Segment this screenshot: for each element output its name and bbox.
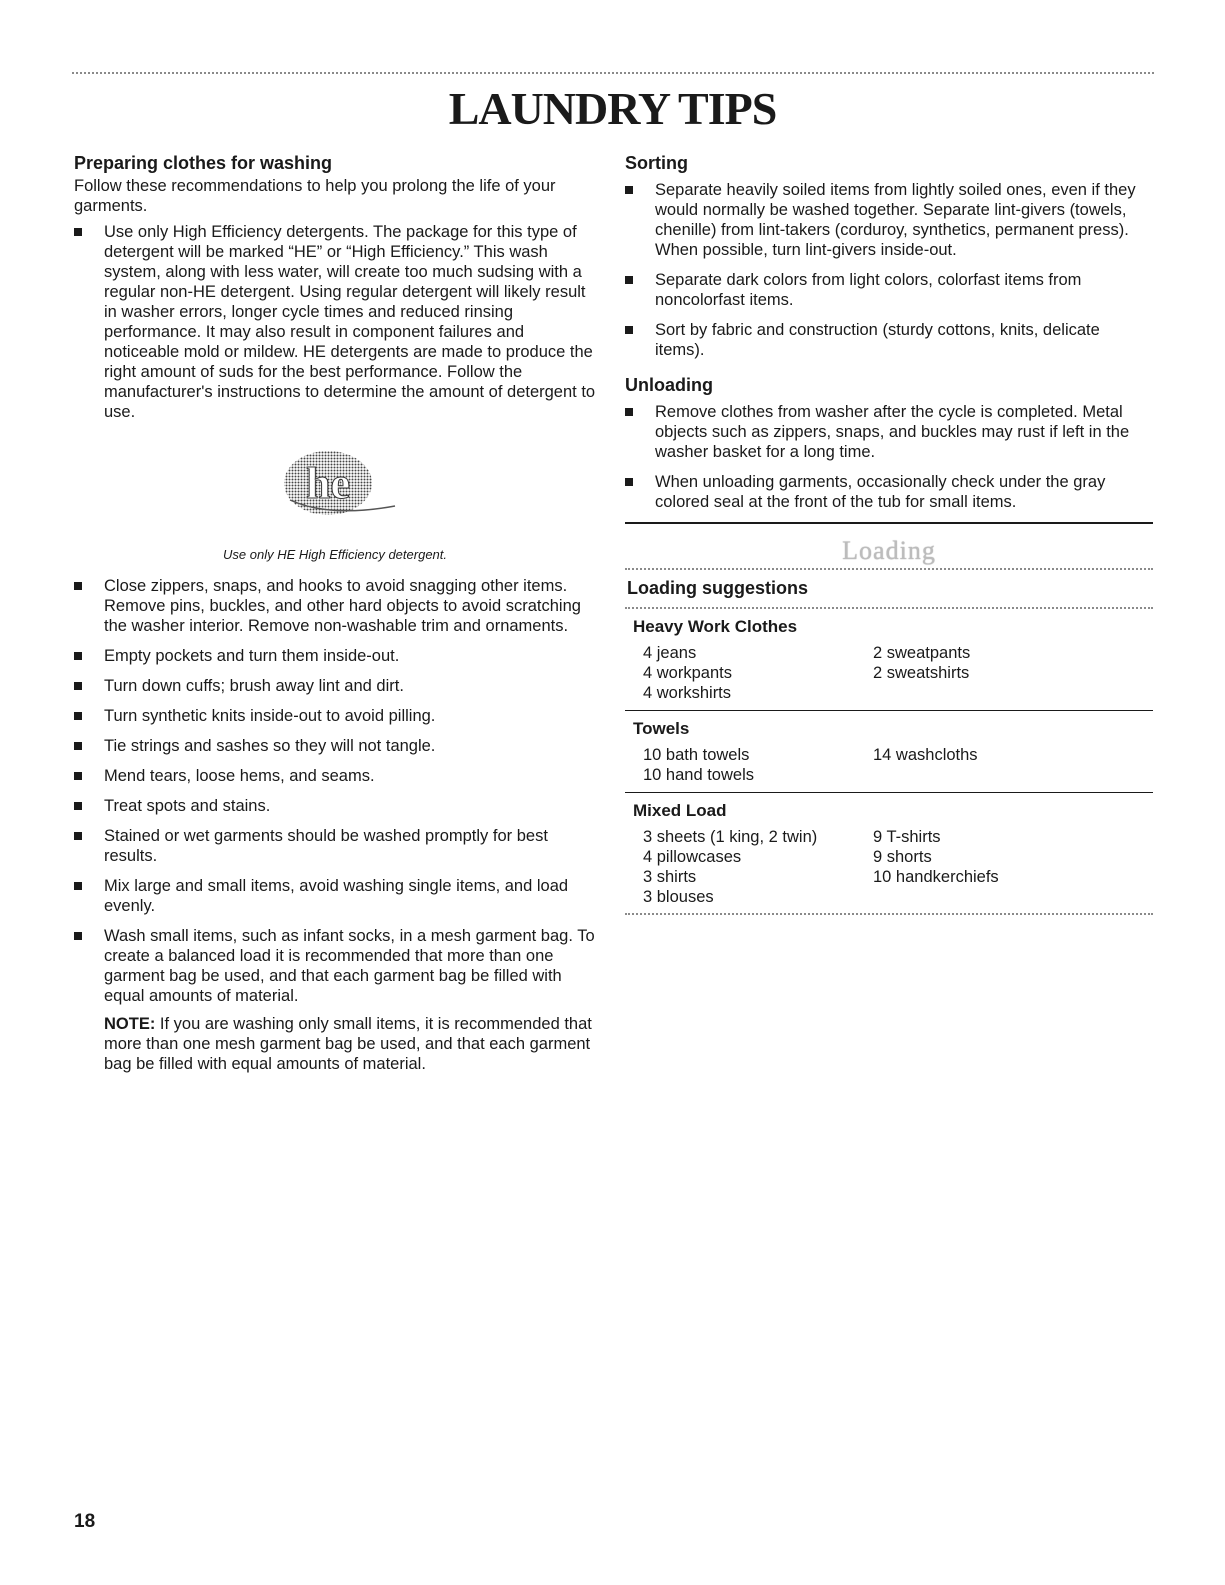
list-item: When unloading garments, occasionally check under the gray colored seal at the front of the tub for small items. xyxy=(625,472,1153,512)
note-paragraph xyxy=(74,1014,596,1074)
preparing-heading: Preparing clothes for washing xyxy=(74,153,333,173)
loading-categories xyxy=(625,617,1153,907)
list-item: Treat spots and stains. xyxy=(74,796,596,816)
category-heading: Towels xyxy=(633,719,690,738)
list-item: 4 workpants xyxy=(643,664,732,682)
list-item: Separate heavily soiled items from lightly soiled ones, even if they would normally be washed together. Separate lint-givers (towels, chenille) from lint-takers (corduroy, synthetics, permanent press). When possible, turn lint-givers inside-out. xyxy=(625,180,1153,260)
preparing-list xyxy=(74,576,596,1006)
items-column xyxy=(873,745,1123,765)
list-item: Empty pockets and turn them inside-out. xyxy=(74,646,596,666)
list-item: 3 sheets (1 king, 2 twin) xyxy=(643,828,818,846)
square-bullet-icon xyxy=(74,652,82,660)
list-item: 14 washcloths xyxy=(873,746,978,764)
loading-banner: Loading xyxy=(842,536,936,565)
category-items xyxy=(643,643,1153,703)
note-label: NOTE: xyxy=(104,1015,156,1033)
he-caption: Use only HE High Efficiency detergent. xyxy=(223,547,447,562)
top-dotted-rule xyxy=(72,72,1154,74)
items-column xyxy=(643,745,873,785)
section-divider xyxy=(625,522,1153,524)
sorting-list xyxy=(625,180,1153,360)
dotted-rule xyxy=(625,568,1153,570)
list-item: Turn down cuffs; brush away lint and dirt. xyxy=(74,676,596,696)
square-bullet-icon xyxy=(625,408,633,416)
list-item: Remove clothes from washer after the cycle is completed. Metal objects such as zippers, snaps, and buckles may rust if left in the washer basket for a long time. xyxy=(625,402,1153,462)
list-item: Close zippers, snaps, and hooks to avoid snagging other items. Remove pins, buckles, and other hard objects to avoid scratching the washer interior. Remove non-washable trim and ornaments. xyxy=(74,576,596,636)
items-column xyxy=(873,643,1123,683)
page-title: LAUNDRY TIPS xyxy=(448,83,777,134)
list-item: 2 sweatpants xyxy=(873,644,971,662)
list-item: Tie strings and sashes so they will not tangle. xyxy=(74,736,596,756)
loading-suggestions-title: Loading suggestions xyxy=(627,578,809,598)
square-bullet-icon xyxy=(74,832,82,840)
list-item: Stained or wet garments should be washed promptly for best results. xyxy=(74,826,596,866)
list-item: Mend tears, loose hems, and seams. xyxy=(74,766,596,786)
category-divider xyxy=(625,792,1153,793)
square-bullet-icon xyxy=(625,478,633,486)
square-bullet-icon xyxy=(625,186,633,194)
square-bullet-icon xyxy=(74,932,82,940)
list-item: 3 blouses xyxy=(643,888,714,906)
note-text: If you are washing only small items, it is recommended that more than one mesh garment bag be used, and that each garment bag be filled with equal amounts of material. xyxy=(104,1015,592,1073)
list-item: 4 pillowcases xyxy=(643,848,742,866)
list-item: 9 shorts xyxy=(873,848,932,866)
list-item: 10 bath towels xyxy=(643,746,750,764)
preparing-intro: Follow these recommendations to help you prolong the life of your garments. xyxy=(74,177,556,215)
square-bullet-icon xyxy=(625,276,633,284)
items-column xyxy=(643,827,873,907)
page-number: 18 xyxy=(74,1511,96,1532)
unloading-heading: Unloading xyxy=(625,375,713,395)
right-column xyxy=(625,152,1153,915)
list-item: 3 shirts xyxy=(643,868,697,886)
list-item: Sort by fabric and construction (sturdy cottons, knits, delicate items). xyxy=(625,320,1153,360)
category-divider xyxy=(625,710,1153,711)
svg-text:he: he xyxy=(306,459,350,508)
list-item: 4 workshirts xyxy=(643,684,732,702)
category-items xyxy=(643,745,1153,785)
list-item: Use only High Efficiency detergents. The package for this type of detergent will be marked “HE” or “High Efficiency.” This wash system, along with less water, will create too much sudsing with a regular non-HE detergent. Using regular detergent will likely result in washer errors, longer cycle times and reduced rinsing performance. It may also result in component failures and noticeable mold or mildew. HE detergents are made to produce the right amount of suds for the best performance. Follow the manufacturer's instructions to determine the amount of detergent to use. xyxy=(74,222,596,422)
list-item: 10 hand towels xyxy=(643,766,754,784)
list-item: Mix large and small items, avoid washing single items, and load evenly. xyxy=(74,876,596,916)
square-bullet-icon xyxy=(74,582,82,590)
preparing-first-list xyxy=(74,222,596,422)
list-item: 10 handkerchiefs xyxy=(873,868,999,886)
dotted-rule-bottom xyxy=(625,913,1153,915)
unloading-list xyxy=(625,402,1153,512)
square-bullet-icon xyxy=(625,326,633,334)
list-item: Wash small items, such as infant socks, in a mesh garment bag. To create a balanced load it is recommended that more than one garment bag be used, and that each garment bag be filled with equal amounts of material. xyxy=(74,926,596,1006)
square-bullet-icon xyxy=(74,712,82,720)
sorting-heading: Sorting xyxy=(625,153,688,173)
list-item: Turn synthetic knits inside-out to avoid pilling. xyxy=(74,706,596,726)
list-item: 9 T-shirts xyxy=(873,828,941,846)
category-items xyxy=(643,827,1153,907)
left-column xyxy=(74,152,596,1074)
he-logo-icon xyxy=(270,448,400,518)
dotted-rule xyxy=(625,607,1153,609)
square-bullet-icon xyxy=(74,228,82,236)
items-column xyxy=(873,827,1123,887)
category-heading: Mixed Load xyxy=(633,801,727,820)
list-item: 2 sweatshirts xyxy=(873,664,970,682)
list-item: Separate dark colors from light colors, colorfast items from noncolorfast items. xyxy=(625,270,1153,310)
category-heading: Heavy Work Clothes xyxy=(633,617,798,636)
items-column xyxy=(643,643,873,703)
square-bullet-icon xyxy=(74,742,82,750)
square-bullet-icon xyxy=(74,882,82,890)
square-bullet-icon xyxy=(74,802,82,810)
he-logo xyxy=(74,448,596,523)
square-bullet-icon xyxy=(74,772,82,780)
list-item: 4 jeans xyxy=(643,644,697,662)
square-bullet-icon xyxy=(74,682,82,690)
